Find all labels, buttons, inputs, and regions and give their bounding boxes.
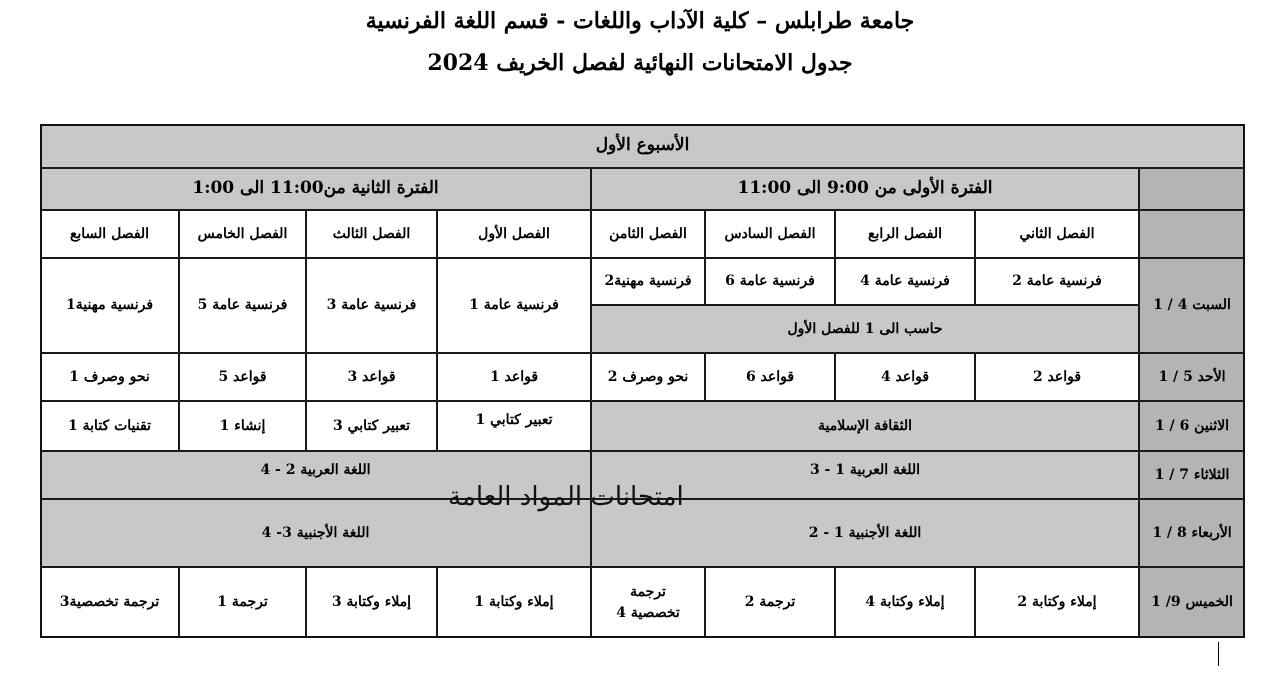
- day-wednesday: الأربعاء 8 / 1: [1139, 499, 1245, 567]
- semester-3-header: الفصل الثالث: [306, 210, 437, 258]
- day-sunday: الأحد 5 / 1: [1139, 353, 1245, 401]
- exam-cell: نحو وصرف 2: [591, 353, 705, 401]
- exam-cell: فرنسية عامة 4: [835, 258, 975, 305]
- general-exam-cell: اللغة العربية 2 - 4: [40, 451, 591, 499]
- exam-cell: فرنسية عامة 2: [975, 258, 1139, 305]
- exam-cell: ترجمة 2: [705, 567, 835, 638]
- exam-cell: فرنسية عامة 1: [437, 258, 591, 353]
- exam-cell: ترجمة 1: [179, 567, 306, 638]
- exam-cell: إنشاء 1: [179, 401, 306, 451]
- exam-cell: قواعد 5: [179, 353, 306, 401]
- general-exam-cell: اللغة الأجنبية 3- 4: [40, 499, 591, 567]
- semester-4-header: الفصل الرابع: [835, 210, 975, 258]
- general-exam-cell: اللغة العربية 1 - 3: [591, 451, 1139, 499]
- exam-cell: تعبير كتابي 3: [306, 401, 437, 451]
- general-exam-cell: اللغة الأجنبية 1 - 2: [591, 499, 1139, 567]
- exam-cell: قواعد 4: [835, 353, 975, 401]
- semester-2-header: الفصل الثاني: [975, 210, 1139, 258]
- corner-cell: [1139, 168, 1245, 210]
- exam-cell: إملاء وكتابة 2: [975, 567, 1139, 638]
- exam-cell: فرنسية عامة 6: [705, 258, 835, 305]
- schedule-title: جدول الامتحانات النهائية لفصل الخريف 2024: [427, 50, 853, 76]
- semester-1-header: الفصل الأول: [437, 210, 591, 258]
- exam-cell: قواعد 1: [437, 353, 591, 401]
- general-exams-overlay-text: امتحانات المواد العامة: [448, 482, 684, 512]
- period-first-header: الفترة الأولى من 9:00 الى 11:00: [591, 168, 1139, 210]
- text-cursor-mark: [1218, 642, 1219, 666]
- day-saturday: السبت 4 / 1: [1139, 258, 1245, 353]
- week-header: الأسبوع الأول: [40, 124, 1245, 168]
- exam-cell: قواعد 6: [705, 353, 835, 401]
- university-title: جامعة طرابلس – كلية الآداب واللغات - قسم اللغة الفرنسية: [365, 8, 915, 34]
- period-second-header: الفترة الثانية من11:00 الى 1:00: [40, 168, 591, 210]
- exam-cell: إملاء وكتابة 1: [437, 567, 591, 638]
- day-tuesday: الثلاثاء 7 / 1: [1139, 451, 1245, 499]
- computer-exam-note: حاسب الى 1 للفصل الأول: [591, 305, 1139, 353]
- exam-cell: فرنسية عامة 3: [306, 258, 437, 353]
- semester-5-header: الفصل الخامس: [179, 210, 306, 258]
- exam-cell: تعبير كتابي 1: [437, 401, 591, 451]
- day-column-header: [1139, 210, 1245, 258]
- exam-cell: نحو وصرف 1: [40, 353, 179, 401]
- semester-8-header: الفصل الثامن: [591, 210, 705, 258]
- exam-cell: تقنيات كتابة 1: [40, 401, 179, 451]
- exam-cell: إملاء وكتابة 4: [835, 567, 975, 638]
- general-exam-cell: الثقافة الإسلامية: [591, 401, 1139, 451]
- day-monday: الاثنين 6 / 1: [1139, 401, 1245, 451]
- semester-6-header: الفصل السادس: [705, 210, 835, 258]
- exam-cell: فرنسية عامة 5: [179, 258, 306, 353]
- exam-cell: قواعد 2: [975, 353, 1139, 401]
- exam-cell: إملاء وكتابة 3: [306, 567, 437, 638]
- exam-cell: فرنسية مهنية2: [591, 258, 705, 305]
- exam-cell: قواعد 3: [306, 353, 437, 401]
- semester-7-header: الفصل السابع: [40, 210, 179, 258]
- exam-cell: ترجمة تخصصية 4: [591, 567, 705, 638]
- exam-cell: ترجمة تخصصية3: [40, 567, 179, 638]
- day-thursday: الخميس 9/ 1: [1139, 567, 1245, 638]
- exam-cell: فرنسية مهنية1: [40, 258, 179, 353]
